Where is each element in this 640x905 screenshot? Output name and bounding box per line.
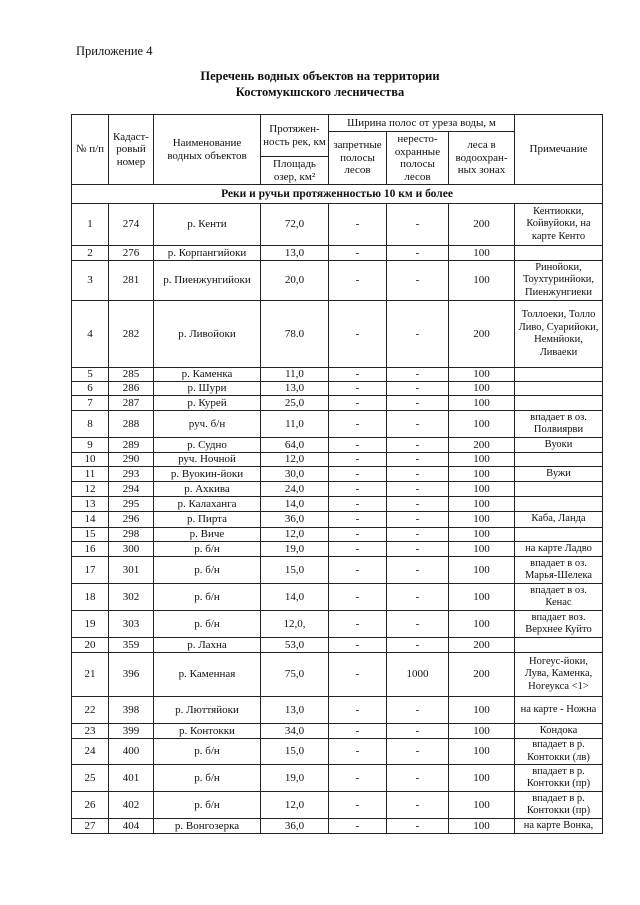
row-num: 27 (72, 819, 109, 834)
row-num: 2 (72, 246, 109, 261)
row-spawning: - (387, 739, 449, 765)
row-num: 6 (72, 382, 109, 396)
table-row (72, 396, 603, 411)
row-num: 17 (72, 557, 109, 584)
header-cadastral: Кадаст-ровый номер (109, 115, 154, 185)
row-cadastral: 301 (109, 557, 154, 584)
row-protection: 200 (449, 653, 515, 697)
row-spawning: - (387, 528, 449, 542)
row-num: 4 (72, 301, 109, 368)
table-row (72, 697, 603, 724)
row-spawning: - (387, 638, 449, 653)
table-row (72, 528, 603, 542)
row-length: 75,0 (261, 653, 329, 697)
row-num: 25 (72, 765, 109, 792)
table-row (72, 638, 603, 653)
row-note: Кондока (515, 724, 603, 739)
row-name: р. б/н (154, 611, 261, 638)
table-row (72, 653, 603, 697)
row-note (515, 638, 603, 653)
row-protection: 100 (449, 739, 515, 765)
row-cadastral: 396 (109, 653, 154, 697)
row-protection: 100 (449, 819, 515, 834)
row-length: 78.0 (261, 301, 329, 368)
table-row (72, 584, 603, 611)
row-name: р. Вуокин-йоки (154, 467, 261, 482)
row-prohibited: - (329, 512, 387, 528)
row-name: руч. б/н (154, 411, 261, 438)
row-note: впадает в р. Контокки (пр) (515, 765, 603, 792)
row-prohibited: - (329, 438, 387, 453)
row-spawning: - (387, 765, 449, 792)
row-protection: 100 (449, 557, 515, 584)
table-row (72, 382, 603, 396)
title-line-1: Перечень водных объектов на территории (200, 69, 440, 83)
row-note (515, 368, 603, 382)
table-row (72, 765, 603, 792)
row-cadastral: 281 (109, 261, 154, 301)
row-name: р. б/н (154, 765, 261, 792)
row-name: р. Ливойоки (154, 301, 261, 368)
row-note (515, 482, 603, 497)
header-protection: леса в водоохран-ных зонах (449, 132, 515, 185)
row-prohibited: - (329, 246, 387, 261)
row-length: 30,0 (261, 467, 329, 482)
document-title (0, 68, 640, 100)
row-num: 26 (72, 792, 109, 819)
row-protection: 200 (449, 638, 515, 653)
row-spawning: 1000 (387, 653, 449, 697)
row-spawning: - (387, 792, 449, 819)
row-cadastral: 282 (109, 301, 154, 368)
row-num: 18 (72, 584, 109, 611)
row-spawning: - (387, 301, 449, 368)
row-prohibited: - (329, 584, 387, 611)
row-length: 12,0 (261, 792, 329, 819)
row-prohibited: - (329, 204, 387, 246)
row-cadastral: 296 (109, 512, 154, 528)
row-note: впадает в оз. Кенас (515, 584, 603, 611)
table-row (72, 411, 603, 438)
row-prohibited: - (329, 792, 387, 819)
row-length: 11,0 (261, 368, 329, 382)
row-name: р. Лахна (154, 638, 261, 653)
row-length: 34,0 (261, 724, 329, 739)
row-cadastral: 293 (109, 467, 154, 482)
row-spawning: - (387, 368, 449, 382)
header-width-group: Ширина полос от уреза воды, м (329, 115, 515, 132)
row-num: 21 (72, 653, 109, 697)
row-protection: 100 (449, 497, 515, 512)
row-num: 22 (72, 697, 109, 724)
row-prohibited: - (329, 697, 387, 724)
row-prohibited: - (329, 261, 387, 301)
row-cadastral: 300 (109, 542, 154, 557)
row-cadastral: 359 (109, 638, 154, 653)
row-spawning: - (387, 382, 449, 396)
row-length: 14,0 (261, 584, 329, 611)
row-protection: 100 (449, 411, 515, 438)
row-length: 19,0 (261, 542, 329, 557)
row-spawning: - (387, 542, 449, 557)
row-note (515, 453, 603, 467)
row-cadastral: 288 (109, 411, 154, 438)
table-row (72, 542, 603, 557)
row-length: 13,0 (261, 382, 329, 396)
row-prohibited: - (329, 638, 387, 653)
row-cadastral: 402 (109, 792, 154, 819)
row-num: 20 (72, 638, 109, 653)
row-cadastral: 295 (109, 497, 154, 512)
header-prohibited: запретные полосы лесов (329, 132, 387, 185)
row-note: на карте Вонка, (515, 819, 603, 834)
row-spawning: - (387, 611, 449, 638)
header-name: Наименование водных объектов (154, 115, 261, 185)
row-spawning: - (387, 438, 449, 453)
row-spawning: - (387, 396, 449, 411)
row-name: р. Виче (154, 528, 261, 542)
row-protection: 100 (449, 246, 515, 261)
row-note: впадает в оз. Полвиярви (515, 411, 603, 438)
row-cadastral: 285 (109, 368, 154, 382)
row-note: впадает в р. Контокки (лв) (515, 739, 603, 765)
table-row (72, 301, 603, 368)
row-protection: 200 (449, 204, 515, 246)
row-num: 1 (72, 204, 109, 246)
row-prohibited: - (329, 497, 387, 512)
row-note (515, 382, 603, 396)
row-name: р. Пирта (154, 512, 261, 528)
row-spawning: - (387, 697, 449, 724)
row-prohibited: - (329, 611, 387, 638)
row-num: 5 (72, 368, 109, 382)
table-row (72, 512, 603, 528)
row-name: р. б/н (154, 792, 261, 819)
table-row (72, 453, 603, 467)
row-cadastral: 404 (109, 819, 154, 834)
row-spawning: - (387, 584, 449, 611)
row-prohibited: - (329, 301, 387, 368)
row-name: р. Ахкива (154, 482, 261, 497)
row-cadastral: 274 (109, 204, 154, 246)
table-row (72, 438, 603, 453)
row-prohibited: - (329, 382, 387, 396)
table-row (72, 368, 603, 382)
row-cadastral: 286 (109, 382, 154, 396)
table-row (72, 467, 603, 482)
row-length: 13,0 (261, 246, 329, 261)
row-length: 19,0 (261, 765, 329, 792)
row-name: р. Люттяйоки (154, 697, 261, 724)
row-prohibited: - (329, 528, 387, 542)
row-note: Ногеус-йоки, Лува, Каменка, Ногеукса <1> (515, 653, 603, 697)
row-length: 64,0 (261, 438, 329, 453)
title-line-2: Костомукшского лесничества (235, 85, 405, 99)
row-length: 15,0 (261, 739, 329, 765)
row-note (515, 246, 603, 261)
row-spawning: - (387, 512, 449, 528)
row-num: 13 (72, 497, 109, 512)
row-num: 23 (72, 724, 109, 739)
table-row (72, 246, 603, 261)
table-row (72, 739, 603, 765)
row-spawning: - (387, 482, 449, 497)
row-spawning: - (387, 819, 449, 834)
row-length: 12,0, (261, 611, 329, 638)
row-note: на карте Ладво (515, 542, 603, 557)
row-prohibited: - (329, 368, 387, 382)
row-name: р. Контокки (154, 724, 261, 739)
header-area: Площадь озер, км² (261, 157, 329, 185)
row-num: 15 (72, 528, 109, 542)
row-prohibited: - (329, 653, 387, 697)
row-prohibited: - (329, 467, 387, 482)
header-length: Протяжен-ность рек, км (261, 115, 329, 157)
row-name: р. Курей (154, 396, 261, 411)
table-row (72, 819, 603, 834)
appendix-label: Приложение 4 (76, 44, 153, 58)
table-row (72, 557, 603, 584)
row-note (515, 497, 603, 512)
row-note (515, 528, 603, 542)
row-length: 14,0 (261, 497, 329, 512)
table-row (72, 261, 603, 301)
row-length: 20,0 (261, 261, 329, 301)
table-row (72, 482, 603, 497)
row-length: 12,0 (261, 453, 329, 467)
row-name: р. б/н (154, 739, 261, 765)
row-cadastral: 298 (109, 528, 154, 542)
row-note: на карте - Ножна (515, 697, 603, 724)
header-num: № п/п (72, 115, 109, 185)
row-num: 14 (72, 512, 109, 528)
row-num: 12 (72, 482, 109, 497)
row-prohibited: - (329, 396, 387, 411)
row-note: впадает в р. Контокки (пр) (515, 792, 603, 819)
row-length: 36,0 (261, 512, 329, 528)
row-note: Вужи (515, 467, 603, 482)
row-name: р. б/н (154, 557, 261, 584)
row-cadastral: 398 (109, 697, 154, 724)
row-name: р. Каменная (154, 653, 261, 697)
row-length: 24,0 (261, 482, 329, 497)
row-cadastral: 276 (109, 246, 154, 261)
row-num: 9 (72, 438, 109, 453)
row-spawning: - (387, 204, 449, 246)
header-spawning: нересто-охранные полосы лесов (387, 132, 449, 185)
row-protection: 100 (449, 584, 515, 611)
row-note: Ринойоки, Тоухтуринйоки, Пиенжунгиеки (515, 261, 603, 301)
row-note: Вуоки (515, 438, 603, 453)
row-spawning: - (387, 246, 449, 261)
row-protection: 100 (449, 453, 515, 467)
row-length: 25,0 (261, 396, 329, 411)
row-note: Каба, Ланда (515, 512, 603, 528)
row-length: 72,0 (261, 204, 329, 246)
row-protection: 100 (449, 611, 515, 638)
water-objects-table (71, 114, 603, 834)
row-num: 10 (72, 453, 109, 467)
row-name: р. Шури (154, 382, 261, 396)
table-row (72, 724, 603, 739)
row-prohibited: - (329, 557, 387, 584)
row-protection: 100 (449, 724, 515, 739)
row-prohibited: - (329, 739, 387, 765)
row-note: Толлоеки, Толло Ливо, Суарийоки, Немнйоки, Ливаеки (515, 301, 603, 368)
row-spawning: - (387, 453, 449, 467)
row-cadastral: 401 (109, 765, 154, 792)
row-cadastral: 289 (109, 438, 154, 453)
row-length: 12,0 (261, 528, 329, 542)
row-num: 8 (72, 411, 109, 438)
section-title: Реки и ручьи протяженностью 10 км и более (72, 185, 603, 204)
row-name: руч. Ночной (154, 453, 261, 467)
row-name: р. Кенти (154, 204, 261, 246)
table-row (72, 204, 603, 246)
row-spawning: - (387, 557, 449, 584)
row-num: 24 (72, 739, 109, 765)
row-name: р. Пиенжунгийоки (154, 261, 261, 301)
row-protection: 200 (449, 301, 515, 368)
table-row (72, 497, 603, 512)
table-row (72, 792, 603, 819)
row-name: р. б/н (154, 542, 261, 557)
row-prohibited: - (329, 724, 387, 739)
row-spawning: - (387, 467, 449, 482)
row-note: Кентиокки, Койвуйоки, на карте Кенто (515, 204, 603, 246)
row-num: 7 (72, 396, 109, 411)
row-protection: 100 (449, 528, 515, 542)
row-name: р. Корпангийоки (154, 246, 261, 261)
row-cadastral: 290 (109, 453, 154, 467)
row-cadastral: 287 (109, 396, 154, 411)
row-protection: 100 (449, 542, 515, 557)
row-protection: 100 (449, 368, 515, 382)
row-protection: 100 (449, 697, 515, 724)
row-cadastral: 303 (109, 611, 154, 638)
row-cadastral: 302 (109, 584, 154, 611)
row-protection: 100 (449, 512, 515, 528)
row-num: 11 (72, 467, 109, 482)
row-name: р. б/н (154, 584, 261, 611)
row-name: р. Калаханга (154, 497, 261, 512)
row-length: 13,0 (261, 697, 329, 724)
row-note (515, 396, 603, 411)
row-protection: 100 (449, 792, 515, 819)
row-note: впадает воз. Верхнее Куйто (515, 611, 603, 638)
row-protection: 100 (449, 382, 515, 396)
row-prohibited: - (329, 411, 387, 438)
row-prohibited: - (329, 765, 387, 792)
row-cadastral: 294 (109, 482, 154, 497)
row-length: 15,0 (261, 557, 329, 584)
row-protection: 100 (449, 467, 515, 482)
row-prohibited: - (329, 453, 387, 467)
row-num: 3 (72, 261, 109, 301)
row-protection: 200 (449, 438, 515, 453)
row-num: 19 (72, 611, 109, 638)
row-spawning: - (387, 724, 449, 739)
row-protection: 100 (449, 482, 515, 497)
row-num: 16 (72, 542, 109, 557)
row-name: р. Вонгозерка (154, 819, 261, 834)
row-name: р. Каменка (154, 368, 261, 382)
row-length: 53,0 (261, 638, 329, 653)
row-protection: 100 (449, 765, 515, 792)
header-note: Примечание (515, 115, 603, 185)
row-cadastral: 399 (109, 724, 154, 739)
row-spawning: - (387, 411, 449, 438)
row-cadastral: 400 (109, 739, 154, 765)
row-protection: 100 (449, 396, 515, 411)
row-note: впадает в оз. Марья-Шелека (515, 557, 603, 584)
row-length: 11,0 (261, 411, 329, 438)
row-name: р. Судно (154, 438, 261, 453)
row-prohibited: - (329, 482, 387, 497)
row-spawning: - (387, 497, 449, 512)
row-prohibited: - (329, 819, 387, 834)
row-length: 36,0 (261, 819, 329, 834)
row-spawning: - (387, 261, 449, 301)
row-prohibited: - (329, 542, 387, 557)
row-protection: 100 (449, 261, 515, 301)
table-row (72, 611, 603, 638)
